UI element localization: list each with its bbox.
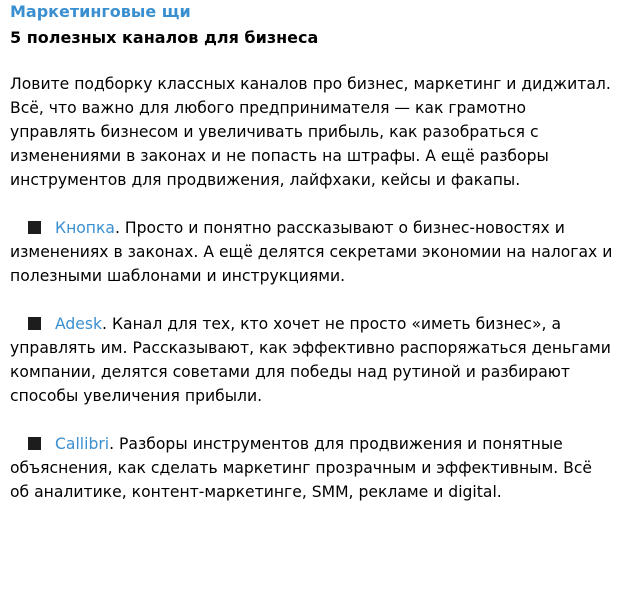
bullet-square-icon: [28, 317, 41, 330]
channel-link-callibri[interactable]: Callibri: [55, 435, 110, 453]
bullet-square-icon: [28, 437, 41, 450]
item-description: . Просто и понятно рассказывают о бизнес-новостях и изменениях в законах. А ещё делятся секретами экономии на налогах и полезными шаблонами и инструкциями.: [10, 219, 613, 285]
item-description: . Канал для тех, кто хочет не просто «иметь бизнес», а управлять им. Рассказывают, как эффективно распоряжаться деньгами компании, делятся советами для победы над рутиной и разбирают способы увеличения прибыли.: [10, 315, 611, 405]
list-item: [10, 432, 616, 504]
item-description: . Разборы инструментов для продвижения и понятные объяснения, как сделать маркетинг прозрачным и эффективным. Всё об аналитике, контент-маркетинге, SMM, рекламе и digital.: [10, 435, 592, 501]
channel-link-knopka[interactable]: Кнопка: [55, 219, 115, 237]
channel-name[interactable]: Маркетинговые щи: [10, 2, 191, 21]
intro-paragraph: Ловите подборку классных каналов про бизнес, маркетинг и диджитал. Всё, что важно для любого предпринимателя — как грамотно управлять бизнесом и увеличивать прибыль, как разобраться с изменениями в законах и не попасть на штрафы. А ещё разборы инструментов для продвижения, лайфхаки, кейсы и факапы.: [10, 75, 611, 189]
post-title: 5 полезных каналов для бизнеса: [10, 28, 319, 47]
channel-link-adesk[interactable]: Adesk: [55, 315, 103, 333]
list-item: [10, 216, 616, 288]
list-item: [10, 312, 616, 408]
bullet-square-icon: [28, 221, 41, 234]
